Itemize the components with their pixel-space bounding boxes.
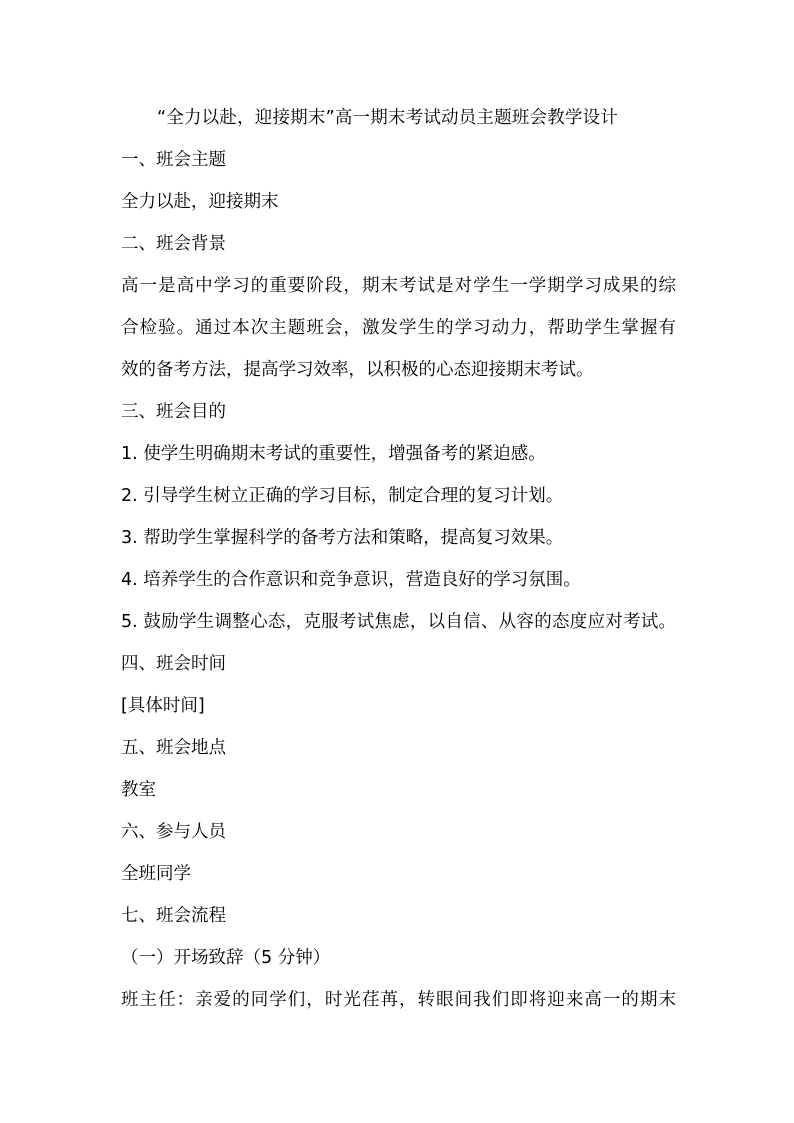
paragraph-background-line-3: 效的备考方法，提高学习效率，以积极的心态迎接期末考试。 xyxy=(121,360,594,380)
paragraph-theme: 全力以赴，迎接期末 xyxy=(121,192,279,212)
paragraph-background-line-2: 合检验。通过本次主题班会，激发学生的学习动力，帮助学生掌握有 xyxy=(121,318,676,338)
purpose-item-4: 4. 培养学生的合作意识和竞争意识，营造良好的学习氛围。 xyxy=(121,570,581,590)
paragraph-participants: 全班同学 xyxy=(121,864,191,884)
paragraph-location: 教室 xyxy=(121,780,156,800)
purpose-item-1: 1. 使学生明确期末考试的重要性，增强备考的紧迫感。 xyxy=(121,444,546,464)
paragraph-background-line-1: 高一是高中学习的重要阶段，期末考试是对学生一学期学习成果的综 xyxy=(121,276,676,296)
heading-location: 五、班会地点 xyxy=(121,738,226,758)
paragraph-time: [具体时间] xyxy=(121,696,205,716)
purpose-item-3: 3. 帮助学生掌握科学的备考方法和策略，提高复习效果。 xyxy=(121,528,564,548)
heading-participants: 六、参与人员 xyxy=(121,822,226,842)
heading-time: 四、班会时间 xyxy=(121,654,226,674)
heading-purpose: 三、班会目的 xyxy=(121,402,226,422)
purpose-item-5: 5. 鼓励学生调整心态，克服考试焦虑，以自信、从容的态度应对考试。 xyxy=(121,612,676,632)
subheading-opening: （一）开场致辞（5 分钟） xyxy=(121,948,331,968)
heading-theme: 一、班会主题 xyxy=(121,150,226,170)
heading-process: 七、班会流程 xyxy=(121,906,226,926)
document-title: “全力以赴，迎接期末”高一期末考试动员主题班会教学设计 xyxy=(157,108,619,128)
purpose-item-2: 2. 引导学生树立正确的学习目标，制定合理的复习计划。 xyxy=(121,486,564,506)
heading-background: 二、班会背景 xyxy=(121,234,226,254)
paragraph-opening: 班主任：亲爱的同学们，时光荏苒，转眼间我们即将迎来高一的期末 xyxy=(121,990,676,1010)
